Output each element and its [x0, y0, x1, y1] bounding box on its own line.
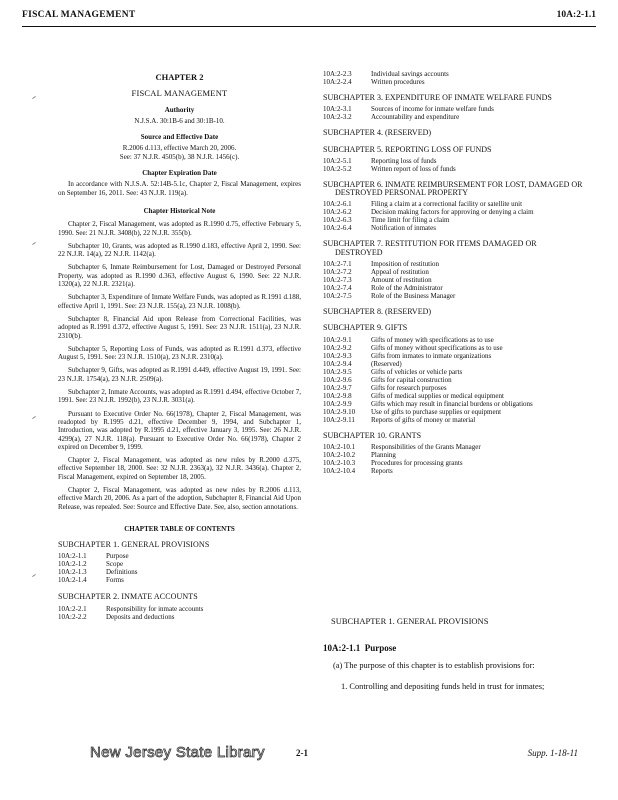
paragraph-a: (a) The purpose of this chapter is to establish provisions for:	[333, 661, 535, 670]
toc-section-number: 10A:2-5.2	[323, 164, 352, 173]
toc-section-title: Sources of income for inmate welfare funds	[371, 105, 494, 114]
toc-row[interactable]	[323, 292, 585, 300]
toc-row[interactable]	[323, 352, 585, 360]
scan-mark	[32, 242, 36, 245]
toc-section-title: Gifts which may result in financial burdens or obligations	[371, 399, 533, 408]
toc-section-number: 10A:2-9.4	[323, 359, 352, 368]
toc-section-number: 10A:2-10.3	[323, 458, 356, 467]
history-heading: Chapter Historical Note	[143, 206, 216, 215]
toc-subchapter-1: SUBCHAPTER 1. GENERAL PROVISIONS	[58, 540, 210, 550]
history-note: Subchapter 3, Expenditure of Inmate Welfare Funds, was adopted as R.1991 d.188, effective April 1, 1991. See: 23 N.J.R. 155(a), 23 N.J.R. 1008(b).	[58, 293, 301, 310]
chapter-title: FISCAL MANAGEMENT	[131, 88, 228, 99]
history-note: Subchapter 8, Financial Aid upon Release from Correctional Facilities, was adopted as R.1991 d.372, effective August 5, 1991. See: 23 N.J.R. 1511(a), 23 N.J.R. 2310(b).	[58, 314, 301, 340]
toc-section-number: 10A:2-1.4	[58, 576, 87, 585]
toc-section-title: Filing a claim at a correctional facility or satellite unit	[371, 200, 523, 209]
toc-section-number: 10A:2-9.11	[323, 415, 355, 424]
toc-row[interactable]	[323, 400, 585, 408]
toc-subchapter-10: SUBCHAPTER 10. GRANTS	[323, 430, 422, 440]
toc-section-number: 10A:2-7.3	[323, 276, 352, 285]
toc-section-number: 10A:2-7.2	[323, 268, 352, 277]
toc-section-number: 10A:2-9.7	[323, 383, 352, 392]
toc-row[interactable]	[323, 384, 585, 392]
toc-section-number: 10A:2-3.1	[323, 105, 352, 114]
toc-subchapter-7: SUBCHAPTER 7. RESTITUTION FOR ITEMS DAMAGED OR DESTROYED	[323, 239, 537, 257]
toc-row[interactable]	[323, 284, 585, 292]
authority-heading: Authority	[164, 105, 195, 114]
toc-row[interactable]	[323, 459, 585, 467]
left-column	[58, 70, 301, 621]
toc-section-title: Gifts of medical supplies or medical equipment	[371, 391, 504, 400]
toc-section-number: 10A:2-6.3	[323, 216, 352, 225]
scan-mark	[32, 416, 36, 419]
history-note: Subchapter 10, Grants, was adopted as R.1990 d.183, effective April 2, 1990. See: 22 N.J.R. 14(a), 22 N.J.R. 1142(a).	[58, 241, 301, 259]
toc-row[interactable]	[323, 336, 585, 344]
toc-section-number: 10A:2-10.2	[323, 450, 356, 459]
toc-section-number: 10A:2-1.2	[58, 560, 87, 569]
running-header	[22, 10, 596, 24]
toc-section-title: Amount of restitution	[371, 276, 432, 285]
toc-section-title: Gifts of money without specifications as to use	[371, 343, 503, 352]
toc-row[interactable]	[323, 408, 585, 416]
toc-heading: CHAPTER TABLE OF CONTENTS	[124, 524, 235, 533]
toc-section-title: Planning	[371, 450, 396, 459]
toc-section-title: Gifts from inmates to inmate organizations	[371, 351, 492, 360]
header-title: FISCAL MANAGEMENT	[22, 10, 136, 20]
expiration-text: In accordance with N.J.S.A. 52:14B-5.1c, Chapter 2, Fiscal Management, expires on September 16, 2011. See: 43 N.J.R. 119(a).	[58, 180, 301, 197]
toc-section-title: Role of the Business Manager	[371, 292, 456, 301]
toc-list	[58, 605, 301, 621]
toc-subchapter-6: SUBCHAPTER 6. INMATE REIMBURSEMENT FOR LOST, DAMAGED OR DESTROYED PERSONAL PROPERTY	[323, 179, 583, 198]
toc-list	[323, 336, 585, 424]
toc-row[interactable]	[323, 268, 585, 276]
toc-row[interactable]	[58, 552, 301, 560]
header-section: 10A:2-1.1	[556, 10, 596, 20]
history-note: Subchapter 6, Inmate Reimbursement for Lost, Damaged or Destroyed Personal Property, was adopted as R.1990 d.363, effective August 6, 1990. See: 22 N.J.R. 1320(a), 22 N.J.R. 2321(a).	[58, 263, 301, 289]
toc-section-title: Written report of loss of funds	[371, 164, 456, 173]
toc-row[interactable]	[58, 576, 301, 584]
history-note: Subchapter 2, Inmate Accounts, was adopted as R.1991 d.494, effective October 7, 1991. See: 23 N.J.R. 1992(b), 23 N.J.R. 3031(a).	[58, 388, 301, 405]
toc-section-number: 10A:2-7.5	[323, 292, 352, 301]
toc-list	[323, 70, 585, 86]
history-note: Pursuant to Executive Order No. 66(1978), Chapter 2, Fiscal Management, was readopted by R.1995 d.21, effective December 9, 1994, and Subchapter 1, Introduction, was adopted by R.1995 d.21, effective January 3, 1995. See: 26 N.J.R. 4299(a), 27 N.J.R. 118(a). Pursuant to Executive Order No. 66(1978), Chapter 2 expired on December 9, 1999.	[58, 409, 301, 451]
scan-mark	[32, 574, 36, 577]
toc-section-title: (Reserved)	[371, 359, 402, 368]
toc-section-title: Gifts for research purposes	[371, 383, 447, 392]
toc-subchapter-4: SUBCHAPTER 4. (RESERVED)	[323, 128, 432, 138]
toc-row[interactable]	[323, 467, 585, 475]
toc-section-title: Reports	[371, 466, 393, 475]
toc-list	[323, 105, 585, 121]
toc-section-title: Procedures for processing grants	[371, 458, 463, 467]
section-title: Purpose	[364, 643, 397, 653]
toc-section-title: Gifts of vehicles or vehicle parts	[371, 367, 463, 376]
toc-section-title: Purpose	[106, 552, 129, 561]
toc-row[interactable]	[323, 165, 585, 173]
toc-list	[323, 260, 585, 300]
chapter-number: CHAPTER 2	[155, 72, 204, 82]
toc-section-number: 10A:2-9.2	[323, 343, 352, 352]
toc-section-title: Written procedures	[371, 78, 425, 86]
toc-section-title: Notification of inmates	[371, 224, 436, 233]
toc-list	[323, 443, 585, 475]
library-watermark: New Jersey State Library	[90, 744, 265, 761]
toc-subchapter-2: SUBCHAPTER 2. INMATE ACCOUNTS	[58, 592, 198, 602]
toc-subchapter-8: SUBCHAPTER 8. (RESERVED)	[323, 307, 432, 317]
toc-row[interactable]	[58, 560, 301, 568]
toc-row[interactable]	[323, 216, 585, 224]
toc-row[interactable]	[323, 70, 585, 78]
toc-section-title: Decision making factors for approving or denying a claim	[371, 208, 534, 217]
toc-row[interactable]	[323, 208, 585, 216]
supplement-date: Supp. 1-18-11	[527, 748, 578, 758]
history-note: Chapter 2, Fiscal Management, was adopted as new rules by R.2006 d.113, effective March 20, 2006. As a part of the adoption, Subchapter 8, Financial Aid Upon Release, was repealed. See: Source and Effective Date. See, also, section annotations.	[58, 485, 301, 511]
toc-row[interactable]	[323, 392, 585, 400]
toc-row[interactable]	[58, 605, 301, 613]
section-number: 10A:2-1.1	[323, 643, 361, 653]
toc-row[interactable]	[323, 260, 585, 268]
toc-section-title: Role of the Administrator	[371, 284, 443, 293]
page-footer	[0, 744, 618, 774]
toc-section-title: Imposition of restitution	[371, 260, 440, 269]
toc-section-title: Responsibilities of the Grants Manager	[371, 442, 481, 451]
toc-section-title: Responsibility for inmate accounts	[106, 604, 204, 613]
toc-section-number: 10A:2-6.4	[323, 224, 352, 233]
toc-section-number: 10A:2-9.3	[323, 351, 352, 360]
toc-section-title: Appeal of restitution	[371, 268, 429, 277]
toc-subchapter-9: SUBCHAPTER 9. GIFTS	[323, 323, 408, 333]
toc-subchapter-5: SUBCHAPTER 5. REPORTING LOSS OF FUNDS	[323, 144, 492, 154]
toc-section-title: Forms	[106, 576, 124, 585]
toc-section-number: 10A:2-2.3	[323, 70, 352, 78]
toc-section-number: 10A:2-5.1	[323, 156, 352, 165]
history-note: Chapter 2, Fiscal Management, was adopted as R.1990 d.75, effective February 5, 1990. See: 21 N.J.R. 3408(b), 22 N.J.R. 355(b).	[58, 220, 301, 237]
toc-row[interactable]	[323, 78, 585, 86]
toc-section-number: 10A:2-10.4	[323, 466, 356, 475]
toc-row[interactable]	[323, 200, 585, 208]
toc-section-number: 10A:2-6.2	[323, 208, 352, 217]
paragraph-1: 1. Controlling and depositing funds held in trust for inmates;	[341, 682, 545, 691]
body-subchapter-heading: SUBCHAPTER 1. GENERAL PROVISIONS	[331, 616, 489, 626]
source-heading: Source and Effective Date	[140, 133, 219, 142]
header-rule	[22, 26, 596, 27]
toc-section-number: 10A:2-9.1	[323, 335, 352, 344]
toc-section-title: Gifts of money with specifications as to use	[371, 335, 494, 344]
toc-section-title: Reporting loss of funds	[371, 156, 437, 165]
toc-section-number: 10A:2-10.1	[323, 442, 356, 451]
history-note: Subchapter 5, Reporting Loss of Funds, was adopted as R.1991 d.373, effective August 5, 1991. See: 23 N.J.R. 1510(a), 23 N.J.R. 2310(a).	[58, 344, 301, 362]
source-line-2: See: 37 N.J.R. 4505(b), 38 N.J.R. 1456(c).	[119, 152, 240, 161]
toc-section-number: 10A:2-2.2	[58, 612, 87, 621]
expiration-heading: Chapter Expiration Date	[142, 169, 217, 178]
toc-row[interactable]	[323, 157, 585, 165]
toc-section-number: 10A:2-7.1	[323, 260, 352, 269]
section-heading	[323, 643, 585, 654]
toc-row[interactable]	[323, 276, 585, 284]
toc-list	[323, 157, 585, 173]
toc-section-number: 10A:2-9.9	[323, 399, 352, 408]
toc-section-number: 10A:2-1.1	[58, 552, 87, 561]
toc-section-title: Scope	[106, 560, 124, 569]
toc-section-number: 10A:2-2.1	[58, 604, 87, 613]
toc-section-title: Definitions	[106, 568, 138, 577]
toc-section-number: 10A:2-1.3	[58, 568, 87, 577]
toc-section-title: Deposits and deductions	[106, 612, 175, 621]
toc-section-number: 10A:2-9.5	[323, 367, 352, 376]
chapter-body	[323, 616, 585, 692]
authority-text: N.J.S.A. 30:1B-6 and 30:1B-10.	[134, 116, 225, 125]
source-line-1: R.2006 d.113, effective March 20, 2006.	[122, 144, 237, 153]
toc-row[interactable]	[323, 376, 585, 384]
toc-section-title: Accountability and expenditure	[371, 113, 460, 122]
toc-row[interactable]	[323, 113, 585, 121]
toc-row[interactable]	[58, 613, 301, 621]
toc-row[interactable]	[323, 344, 585, 352]
toc-row[interactable]	[323, 416, 585, 424]
toc-section-title: Reports of gifts of money or material	[371, 415, 476, 424]
toc-subchapter-3: SUBCHAPTER 3. EXPENDITURE OF INMATE WELFARE FUNDS	[323, 93, 552, 102]
page-number: 2-1	[296, 748, 308, 758]
scan-mark	[32, 96, 36, 99]
toc-section-title: Use of gifts to purchase supplies or equipment	[371, 407, 502, 416]
toc-section-title: Time limit for filing a claim	[371, 216, 450, 225]
toc-section-number: 10A:2-9.8	[323, 391, 352, 400]
toc-row[interactable]	[323, 443, 585, 451]
toc-section-title: Gifts for capital construction	[371, 375, 452, 384]
history-note: Chapter 2, Fiscal Management, was adopted as new rules by R.2000 d.375, effective September 18, 2000. See: 32 N.J.R. 2363(a), 32 N.J.R. 3436(a). Chapter 2, Fiscal Management, expired on September 18, 2005.	[58, 456, 301, 481]
toc-row[interactable]	[323, 368, 585, 376]
toc-row[interactable]	[323, 105, 585, 113]
history-notes	[58, 220, 301, 511]
toc-section-number: 10A:2-3.2	[323, 113, 352, 122]
toc-row[interactable]	[323, 360, 585, 368]
toc-row[interactable]	[323, 451, 585, 459]
history-note: Subchapter 9, Gifts, was adopted as R.1991 d.449, effective August 19, 1991. See: 23 N.J.R. 1754(a), 23 N.J.R. 2509(a).	[58, 366, 301, 383]
toc-section-number: 10A:2-9.6	[323, 375, 352, 384]
toc-list	[58, 552, 301, 584]
toc-section-number: 10A:2-7.4	[323, 284, 352, 293]
toc-row[interactable]	[58, 568, 301, 576]
right-column	[323, 70, 585, 475]
toc-list	[323, 200, 585, 232]
toc-section-title: Individual savings accounts	[371, 70, 449, 78]
toc-section-number: 10A:2-6.1	[323, 200, 352, 209]
toc-section-number: 10A:2-9.10	[323, 407, 356, 416]
toc-row[interactable]	[323, 224, 585, 232]
toc-section-number: 10A:2-2.4	[323, 78, 352, 86]
